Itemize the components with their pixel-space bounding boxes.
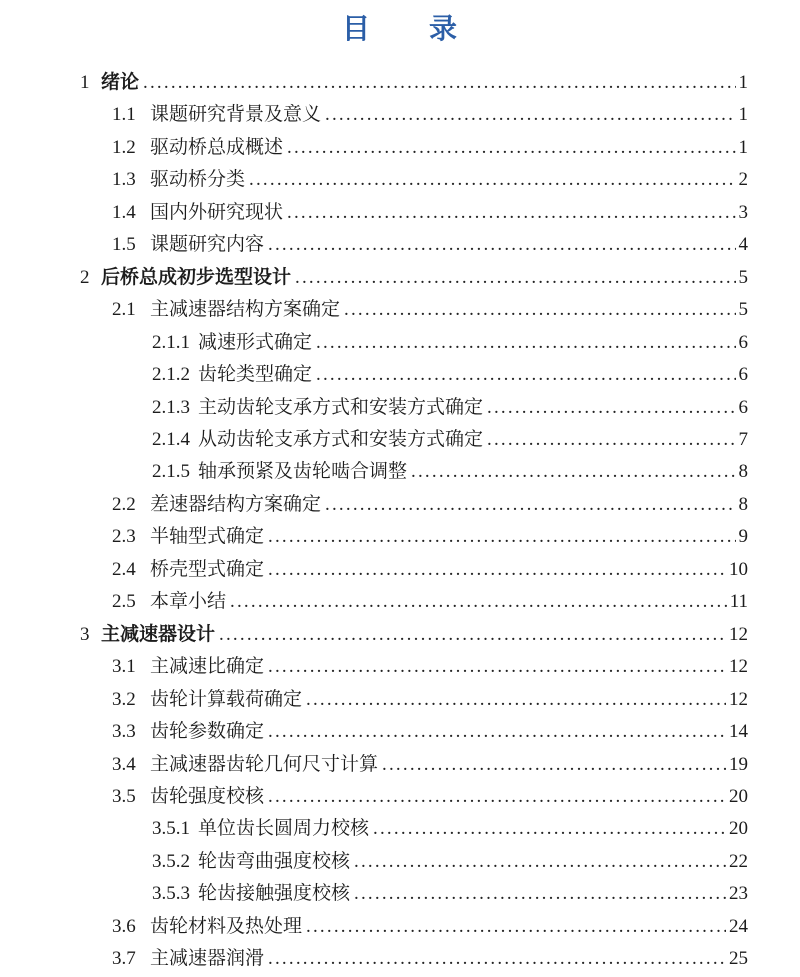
- toc-entry-number: 3.5.2: [152, 850, 190, 872]
- dotted-leader: [295, 262, 735, 294]
- toc-entry-page-number: 12: [729, 656, 748, 678]
- toc-entry-title: 主减速器设计: [101, 623, 216, 645]
- dotted-leader: [325, 489, 735, 521]
- dotted-leader: [143, 67, 735, 99]
- toc-entry: [0, 684, 748, 716]
- toc-entry-page-number: 20: [729, 818, 748, 840]
- dotted-leader: [219, 619, 726, 651]
- toc-entry-page-number: 25: [729, 948, 748, 970]
- toc-entry: [0, 262, 748, 294]
- toc-entry-title: 课题研究内容: [150, 234, 265, 256]
- toc-entry-title: 驱动桥分类: [150, 169, 246, 191]
- toc-entry-title: 桥壳型式确定: [150, 558, 265, 580]
- toc-entry-title: 驱动桥总成概述: [150, 136, 284, 158]
- dotted-leader: [249, 164, 735, 196]
- toc-entry: [0, 521, 748, 553]
- dotted-leader: [354, 846, 726, 878]
- toc-entry-title: 主减速比确定: [150, 656, 265, 678]
- toc-entry-page-number: 7: [738, 428, 748, 450]
- toc-entry-number: 3.1: [112, 656, 136, 678]
- dotted-leader: [316, 327, 735, 359]
- toc-entry: [0, 846, 748, 878]
- dotted-leader: [344, 294, 735, 326]
- toc-entry-title: 轮齿弯曲强度校核: [198, 850, 351, 872]
- toc-entry-page-number: 8: [738, 461, 748, 483]
- toc-entry-page-number: 1: [738, 104, 748, 126]
- toc-entry: [0, 197, 748, 229]
- toc-entry-number: 2.4: [112, 558, 136, 580]
- toc-entry-page-number: 6: [738, 364, 748, 386]
- toc-entry-number: 2.1: [112, 299, 136, 321]
- toc-entry: [0, 781, 748, 813]
- toc-entry-title: 主减速器结构方案确定: [150, 299, 341, 321]
- toc-entry: [0, 456, 748, 488]
- toc-entry: [0, 651, 748, 683]
- toc-entry-number: 3.5.1: [152, 818, 190, 840]
- toc-entry-number: 2.5: [112, 591, 136, 613]
- dotted-leader: [316, 359, 735, 391]
- dotted-leader: [268, 521, 735, 553]
- toc-entry-number: 1.5: [112, 234, 136, 256]
- toc-entry-title: 从动齿轮支承方式和安装方式确定: [198, 428, 484, 450]
- toc-entry-page-number: 12: [729, 623, 748, 645]
- dotted-leader: [373, 813, 726, 845]
- dotted-leader: [411, 456, 735, 488]
- toc-entry-page-number: 14: [729, 721, 748, 743]
- toc-entry: [0, 359, 748, 391]
- toc-entry-title: 半轴型式确定: [150, 526, 265, 548]
- toc-entry-number: 2.1.3: [152, 396, 190, 418]
- toc-entry-title: 单位齿长圆周力校核: [198, 818, 370, 840]
- toc-entry: [0, 229, 748, 261]
- toc-entry-number: 3.5: [112, 785, 136, 807]
- dotted-leader: [287, 197, 735, 229]
- toc-entry-number: 3.6: [112, 915, 136, 937]
- toc-entry: [0, 67, 748, 99]
- toc-entry-page-number: 12: [729, 688, 748, 710]
- toc-entry-page-number: 1: [738, 72, 748, 93]
- toc-entry-title: 齿轮强度校核: [150, 785, 265, 807]
- dotted-leader: [306, 684, 726, 716]
- toc-entry: [0, 327, 748, 359]
- toc-entry-number: 3.5.3: [152, 883, 190, 905]
- toc-entry-page-number: 3: [738, 201, 748, 223]
- toc-entry-title: 主动齿轮支承方式和安装方式确定: [198, 396, 484, 418]
- dotted-leader: [268, 716, 726, 748]
- toc-entry-title: 绪论: [101, 72, 140, 93]
- toc-entry-number: 3: [80, 623, 90, 645]
- toc-entry-title: 减速形式确定: [198, 331, 313, 353]
- toc-entry: [0, 489, 748, 521]
- dotted-leader: [487, 392, 735, 424]
- toc-entry-number: 3.2: [112, 688, 136, 710]
- dotted-leader: [325, 99, 735, 131]
- toc-entry-number: 2.1.1: [152, 331, 190, 353]
- toc-entry-page-number: 23: [729, 883, 748, 905]
- toc-entry-title: 齿轮材料及热处理: [150, 915, 303, 937]
- toc-entry-number: 2.1.5: [152, 461, 190, 483]
- toc-entry-page-number: 20: [729, 785, 748, 807]
- toc-entry: [0, 943, 748, 975]
- toc-entry-page-number: 1: [738, 136, 748, 158]
- toc-entry: [0, 424, 748, 456]
- toc-entry-title: 国内外研究现状: [150, 201, 284, 223]
- toc-entry-title: 本章小结: [150, 591, 227, 613]
- toc-entry: [0, 586, 748, 618]
- toc-entry-number: 1.1: [112, 104, 136, 126]
- dotted-leader: [382, 749, 726, 781]
- toc-entry-title: 齿轮计算载荷确定: [150, 688, 303, 710]
- dotted-leader: [268, 651, 726, 683]
- toc-entry-title: 后桥总成初步选型设计: [101, 266, 292, 288]
- toc-entry-number: 1: [80, 72, 90, 93]
- toc-entry: [0, 554, 748, 586]
- toc-entry-number: 1.3: [112, 169, 136, 191]
- toc-entry-title: 差速器结构方案确定: [150, 493, 322, 515]
- toc-entry-number: 2: [80, 266, 90, 288]
- toc-entry-number: 3.4: [112, 753, 136, 775]
- toc-entry-number: 2.1.4: [152, 428, 190, 450]
- toc-title: 目 录: [341, 13, 458, 44]
- toc-entry: [0, 619, 748, 651]
- toc-entry: [0, 813, 748, 845]
- toc-entry-page-number: 19: [729, 753, 748, 775]
- toc-entry-number: 1.2: [112, 136, 136, 158]
- toc-entry-title: 课题研究背景及意义: [150, 104, 322, 126]
- toc-entry-number: 2.2: [112, 493, 136, 515]
- toc-entry-page-number: 24: [729, 915, 748, 937]
- toc-entry-number: 2.3: [112, 526, 136, 548]
- dotted-leader: [287, 132, 735, 164]
- toc-entry-page-number: 6: [738, 396, 748, 418]
- toc-entry-number: 3.7: [112, 948, 136, 970]
- toc-entry: [0, 132, 748, 164]
- toc-entry: [0, 99, 748, 131]
- toc-entry-number: 1.4: [112, 201, 136, 223]
- toc-entry-title: 齿轮参数确定: [150, 721, 265, 743]
- toc-entry-number: 2.1.2: [152, 364, 190, 386]
- toc-list: [0, 67, 800, 976]
- toc-entry: [0, 749, 748, 781]
- toc-entry-page-number: 11: [729, 591, 748, 613]
- dotted-leader: [354, 878, 726, 910]
- toc-entry-page-number: 10: [729, 558, 748, 580]
- toc-entry-page-number: 5: [738, 299, 748, 321]
- toc-entry: [0, 392, 748, 424]
- toc-entry: [0, 716, 748, 748]
- toc-entry-title: 主减速器齿轮几何尺寸计算: [150, 753, 379, 775]
- toc-entry-number: 3.3: [112, 721, 136, 743]
- toc-entry-title: 主减速器润滑: [150, 948, 265, 970]
- dotted-leader: [268, 554, 726, 586]
- dotted-leader: [268, 229, 735, 261]
- toc-entry-page-number: 22: [729, 850, 748, 872]
- toc-entry-title: 齿轮类型确定: [198, 364, 313, 386]
- dotted-leader: [268, 943, 726, 975]
- dotted-leader: [268, 781, 726, 813]
- toc-entry-page-number: 4: [738, 234, 748, 256]
- dotted-leader: [306, 911, 726, 943]
- toc-entry-page-number: 5: [738, 266, 748, 288]
- toc-entry: [0, 878, 748, 910]
- dotted-leader: [487, 424, 735, 456]
- toc-entry-page-number: 8: [738, 493, 748, 515]
- toc-entry-title: 轮齿接触强度校核: [198, 883, 351, 905]
- toc-entry: [0, 164, 748, 196]
- dotted-leader: [230, 586, 727, 618]
- toc-entry-page-number: 6: [738, 331, 748, 353]
- toc-entry-page-number: 9: [738, 526, 748, 548]
- toc-entry: [0, 911, 748, 943]
- toc-entry-page-number: 2: [738, 169, 748, 191]
- toc-entry-title: 轴承预紧及齿轮啮合调整: [198, 461, 408, 483]
- toc-entry: [0, 294, 748, 326]
